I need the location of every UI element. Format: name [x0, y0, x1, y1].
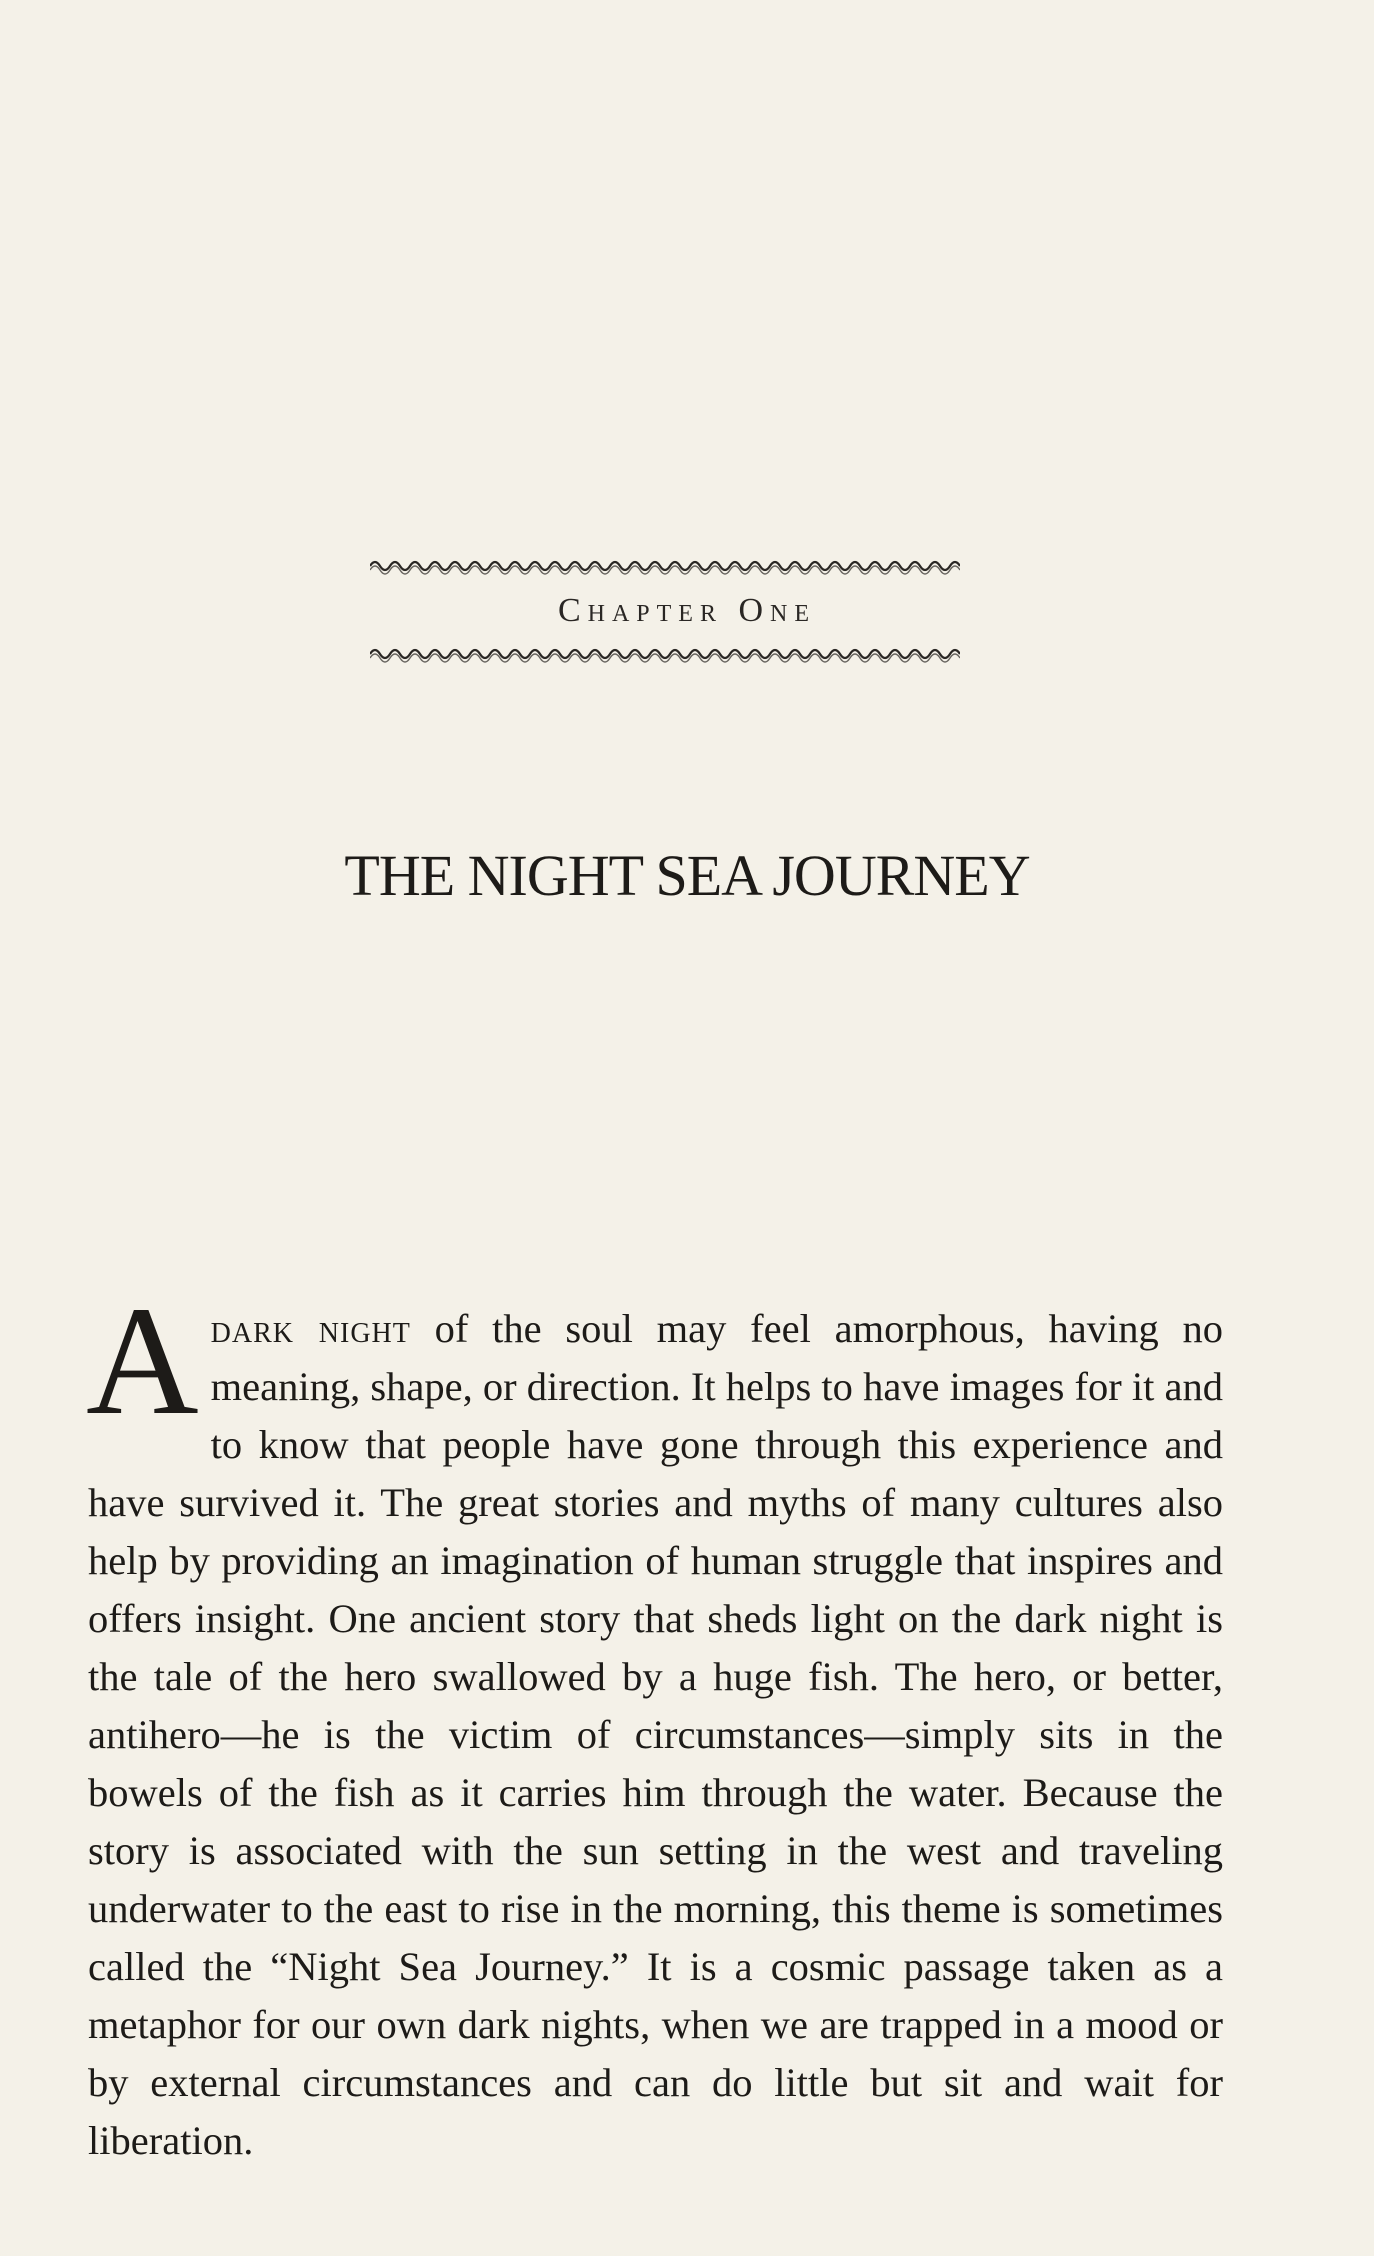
chapter-title: THE NIGHT SEA JOURNEY	[344, 843, 1030, 908]
bleed-through-texture	[90, 150, 1220, 208]
body-text: of the soul may feel amorphous, having no meaning, shape, or direction. It helps to have images for it and to know that people have gone through this experience and have survived it. The great stories and myths of many cultures also help by providing an imagination of human struggle that inspires and offers insight. One ancient story that sheds light on the dark night is the tale of the hero swallowed by a huge fish. The hero, or better, antihero—he is the victim of circumstances—simply sits in the bowels of the fish as it carries him through the water. Because the story is associated with the sun setting in the west and traveling underwater to the east to rise in the morning, this theme is sometimes called the “Night Sea Journey.” It is a cosmic passage taken as a metaphor for our own dark nights, when we are trapped in a mood or by external circumstances and can do little but sit and wait for liberation.	[88, 1306, 1223, 2163]
chapter-label: Chapter One	[557, 592, 817, 629]
drop-cap: A	[86, 1274, 199, 1447]
lead-in-small-caps: dark night	[210, 1306, 411, 1351]
ornament-rule-bottom	[370, 645, 960, 667]
body-paragraph	[86, 1274, 1223, 2170]
ornament-rule-top	[370, 555, 960, 577]
